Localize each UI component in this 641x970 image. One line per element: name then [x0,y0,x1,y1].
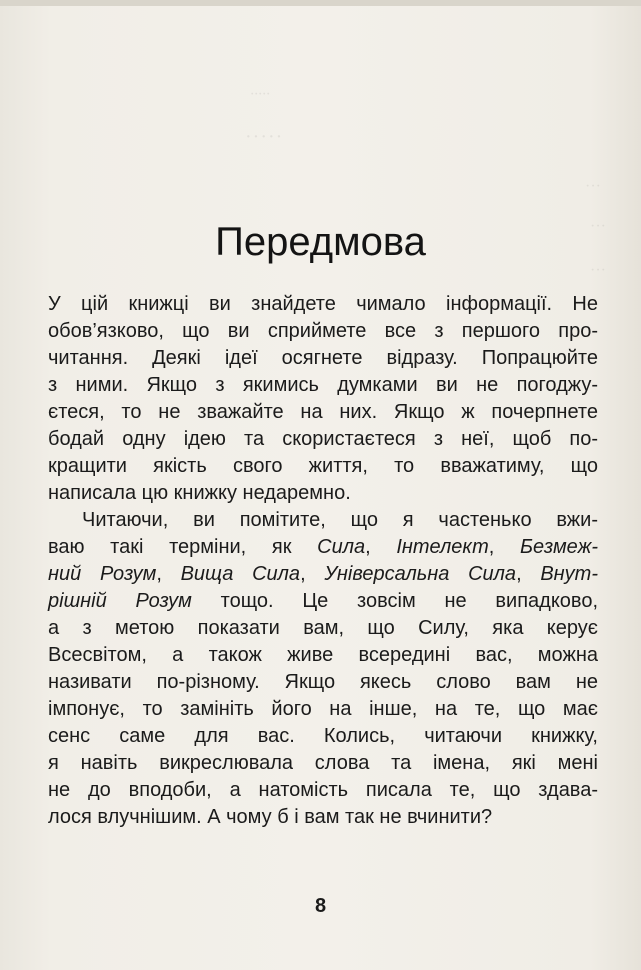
text-line [48,561,598,588]
text-line: я навіть викреслювала слова та імена, які мені [48,752,598,774]
text-run: , [156,563,181,585]
text-line: написала цю книжку недаремно. [48,482,351,504]
text-line: бодай одну ідею та скористаєтеся з неї, щоб по- [48,428,598,450]
text-line: називати по-різному. Якщо якесь слово вам не [48,671,598,693]
text-line: Читаючи, ви помітите, що я частенько вжи- [82,509,598,531]
text-run: ваю такі терміни, як [48,536,318,558]
italic-term: Сила [317,536,366,558]
text-line: Всесвітом, а також живе всередині вас, можна [48,644,598,666]
text-line [48,588,598,615]
text-line: У цій книжці ви знайдете чимало інформації. Не [48,293,598,315]
text-line: а з метою показати вам, що Силу, яка керує [48,617,598,639]
text-run: , [300,563,325,585]
text-line: обов’язково, що ви сприймете все з першого про- [48,320,598,342]
bleed-line: ··· [590,218,606,235]
italic-term: Вища Сила [180,563,301,585]
italic-term: Універсальна Сила [324,563,517,585]
text-run: , [488,536,520,558]
body-text [48,291,598,831]
text-line: єтеся, то не зважайте на них. Якщо ж почерпнете [48,401,598,423]
bleed-line: ····· [245,126,284,148]
italic-term: Безмеж- [519,536,598,558]
text-run: тощо. Це зовсім не випадково, [191,590,599,612]
text-run: , [365,536,397,558]
page-number: 8 [314,895,327,917]
italic-term: ний Розум [48,563,157,585]
italic-term: Внут- [540,563,598,585]
text-line [48,534,598,561]
text-line: лося влучнішим. А чому б і вам так не вчинити? [48,806,493,828]
italic-term: Інтелект [396,536,489,558]
bleed-line: ··· [585,178,601,195]
bleed-line: ····· [250,86,270,103]
text-line: кращити якість свого життя, то вважатиму, що [48,455,598,477]
text-line: імпонує, то замініть його на інше, на те, що має [48,698,598,720]
text-line: не до вподоби, а натомість писала те, що здава- [48,779,598,801]
text-line: сенс саме для вас. Колись, читаючи книжку, [48,725,598,747]
italic-term: рішній Розум [48,590,192,612]
text-line: читання. Деякі ідеї осягнете відразу. Попрацюйте [48,347,598,369]
chapter-title: Передмова [215,220,426,264]
text-run: , [516,563,541,585]
text-line: з ними. Якщо з якимись думками ви не погоджу- [48,374,598,396]
bleed-line: ··· [590,262,606,279]
